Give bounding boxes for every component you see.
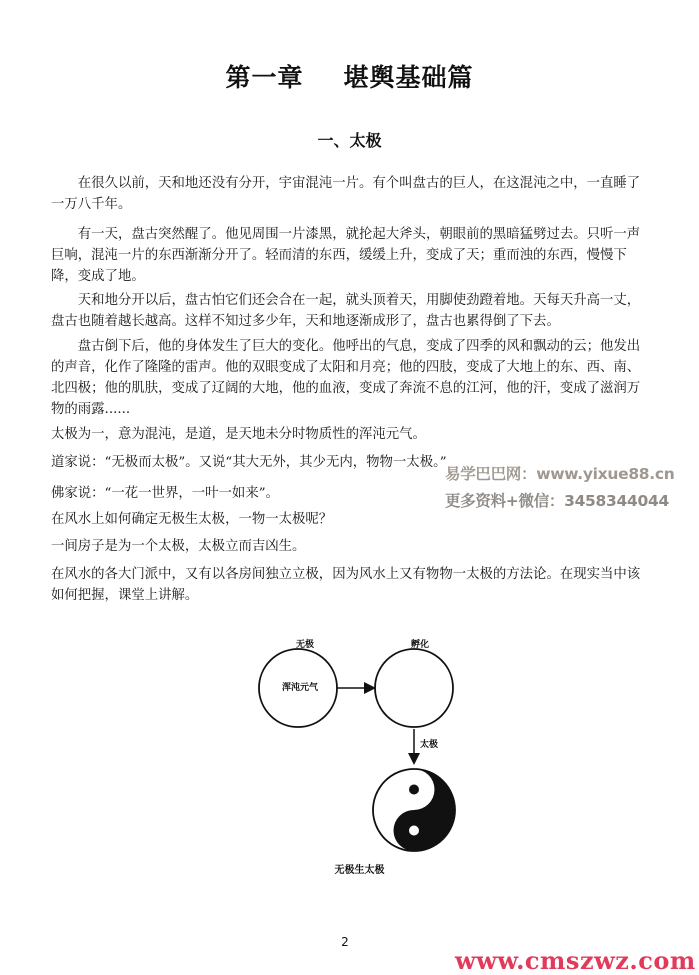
site-watermark: www.cmszwz.com xyxy=(455,946,696,975)
wuji-taiji-diagram xyxy=(240,630,470,860)
label-wuji: 无极 xyxy=(296,640,315,650)
chapter-name: 堪舆基础篇 xyxy=(343,63,474,92)
paragraph: 盘古倒下后，他的身体发生了巨大的变化。他呼出的气息，变成了四季的风和飘动的云；他发出的声音，化作了隆隆的雷声。他的双眼变成了太阳和月亮；他的四肢，变成了大地上的东、西、南、北四极；他的肌肤，变成了辽阔的大地，他的血液，变成了奔流不息的江河，他的汗，变成了滋润万物的雨露...... xyxy=(51,339,641,417)
label-fuhua: 孵化 xyxy=(411,640,430,650)
paragraph: 在风水上如何确定无极生太极，一物一太极呢？ xyxy=(51,512,333,527)
chapter-number: 第一章 xyxy=(225,63,304,92)
watermark-line-1: 易学巴巴网：www.yixue88.cn xyxy=(445,465,675,483)
page-number: 2 xyxy=(341,935,349,949)
watermark-line-2: 更多资料+微信：3458344044 xyxy=(445,492,669,510)
paragraph: 道家说：“无极而太极”。又说“其大无外，其少无内，物物一太极。” xyxy=(51,455,447,470)
paragraph: 太极为一，意为混沌，是道，是天地未分时物质性的浑沌元气。 xyxy=(51,427,426,442)
taiji-yin-yang-icon xyxy=(373,769,455,851)
paragraph: 天和地分开以后，盘古怕它们还会合在一起，就头顶着天，用脚使劲蹬着地。天每天升高一丈，盘古也随着越长越高。这样不知过多少年，天和地逐渐成形了，盘古也累得倒了下去。 xyxy=(51,293,641,329)
paragraph: 一间房子是为一个太极，太极立而吉凶生。 xyxy=(51,539,306,554)
paragraph: 佛家说：“一花一世界，一叶一如来”。 xyxy=(51,486,279,501)
paragraph: 在很久以前，天和地还没有分开，宇宙混沌一片。有个叫盘古的巨人，在这混沌之中，一直睡了一万八千年。 xyxy=(51,176,641,212)
paragraph: 在风水的各大门派中，又有以各房间独立立极，因为风水上又有物物一太极的方法论。在现实当中该如何把握，课堂上讲解。 xyxy=(51,567,641,603)
label-hundun: 浑沌元气 xyxy=(282,683,319,693)
diagram-caption: 无极生太极 xyxy=(334,865,385,876)
paragraph: 有一天，盘古突然醒了。他见周围一片漆黑，就抡起大斧头，朝眼前的黑暗猛劈过去。只听一声巨响，混沌一片的东西渐渐分开了。轻而清的东西，缓缓上升，变成了天；重而浊的东西，慢慢下降，变成了地。 xyxy=(51,227,641,284)
section-title: 一、太极 xyxy=(317,131,382,150)
label-taiji: 太极 xyxy=(420,740,439,750)
fuhua-circle xyxy=(375,649,453,727)
chapter-title xyxy=(0,58,699,94)
